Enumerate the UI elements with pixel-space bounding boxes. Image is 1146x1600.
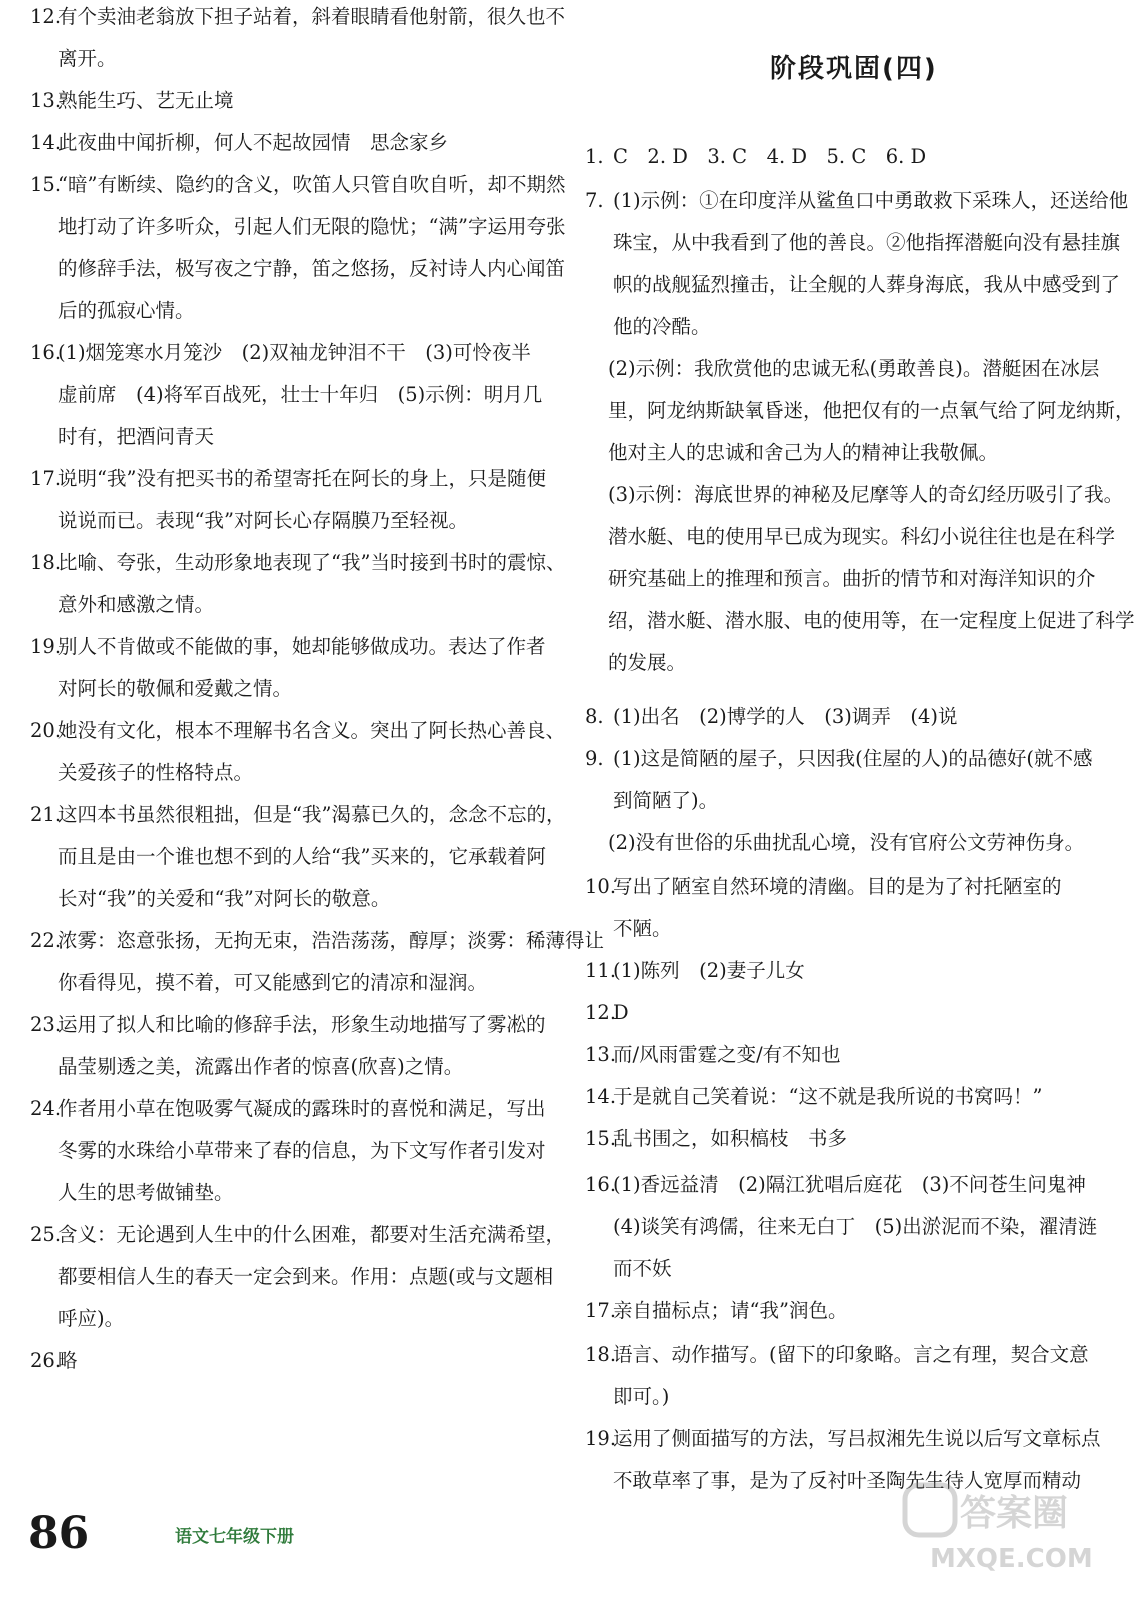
answer-line: 比喻、夸张，生动形象地表现了“我”当时接到书时的震惊、	[58, 551, 566, 574]
answer-line: 含义：无论遇到人生中的什么困难，都要对生活充满希望，	[58, 1223, 566, 1246]
answer-number: 12.	[585, 1001, 617, 1024]
answer-number: 17.	[30, 467, 62, 490]
answer-number: 24.	[30, 1097, 62, 1120]
answer-line: 他的冷酷。	[613, 315, 711, 338]
answer-line: 运用了拟人和比喻的修辞手法，形象生动地描写了雾凇的	[58, 1013, 546, 1036]
answer-item	[30, 1088, 560, 1214]
section-title: 阶段巩固(四)	[770, 54, 938, 84]
answer-line: 此夜曲中闻折柳，何人不起故园情 思念家乡	[58, 131, 449, 154]
answer-line: 而不妖	[613, 1257, 672, 1280]
book-title: 语文七年级下册	[175, 1527, 294, 1547]
answer-item	[30, 332, 560, 458]
answer-line: 即可。)	[613, 1385, 670, 1408]
answer-line: 不敢草率了事，是为了反衬叶圣陶先生待人宽厚而精动	[613, 1469, 1082, 1492]
answer-line: 研究基础上的推理和预言。曲折的情节和对海洋知识的介	[608, 567, 1096, 590]
answer-item	[30, 458, 560, 542]
answer-line: (1)这是简陋的屋子，只因我(住屋的人)的品德好(就不感	[613, 747, 1093, 770]
answer-line: 她没有文化，根本不理解书名含义。突出了阿长热心善良、	[58, 719, 566, 742]
answer-item	[585, 180, 1129, 348]
answer-line: 亲自描标点；请“我”润色。	[613, 1299, 848, 1322]
answer-line: 说明“我”没有把买书的希望寄托在阿长的身上，只是随便	[58, 467, 546, 490]
answer-item	[30, 794, 566, 920]
answer-item	[585, 696, 1120, 738]
answer-number: 13.	[30, 89, 62, 112]
answer-item	[30, 1214, 566, 1340]
answer-number: 1.	[585, 145, 604, 168]
watermark-text-2: MXQE.COM	[930, 1544, 1093, 1574]
answer-number: 9.	[585, 747, 604, 770]
answer-number: 12.	[30, 5, 62, 28]
answer-line: 长对“我”的关爱和“我”对阿长的敬意。	[58, 887, 391, 910]
answer-item	[30, 1004, 560, 1088]
answer-line: 珠宝，从中我看到了他的善良。②他指挥潜艇向没有悬挂旗	[613, 231, 1121, 254]
answer-line: 这四本书虽然很粗拙，但是“我”渴慕已久的，念念不忘的，	[58, 803, 566, 826]
answer-line: 里，阿龙纳斯缺氧昏迷，他把仅有的一点氧气给了阿龙纳斯，	[608, 399, 1135, 422]
answer-item	[585, 822, 1120, 864]
answer-line: (2)示例：我欣赏他的忠诚无私(勇敢善良)。潜艇困在冰层	[608, 357, 1100, 380]
answer-number: 11.	[585, 959, 617, 982]
answer-line: 都要相信人生的春天一定会到来。作用：点题(或与文题相	[58, 1265, 554, 1288]
answer-line: 时有，把酒问青天	[58, 425, 215, 448]
answer-line: 运用了侧面描写的方法，写吕叔湘先生说以后写文章标点	[613, 1427, 1101, 1450]
answer-number: 13.	[585, 1043, 617, 1066]
answer-item	[585, 348, 1135, 474]
answer-number: 25.	[30, 1223, 62, 1246]
answer-item	[585, 950, 1120, 992]
answer-line: 冬雾的水珠给小草带来了春的信息，为下文写作者引发对	[58, 1139, 546, 1162]
answer-number: 22.	[30, 929, 62, 952]
answer-item	[30, 122, 560, 164]
answer-line: (2)没有世俗的乐曲扰乱心境，没有官府公文劳神伤身。	[608, 831, 1085, 854]
answer-line: 语言、动作描写。(留下的印象略。言之有理，契合文意	[613, 1343, 1089, 1366]
answer-line: 略	[58, 1349, 78, 1372]
answer-line: (1)香远益清 (2)隔江犹唱后庭花 (3)不问苍生问鬼神	[613, 1173, 1086, 1196]
watermark-logo	[900, 1475, 1120, 1575]
answer-item	[585, 136, 1120, 178]
answer-number: 19.	[585, 1427, 617, 1450]
answer-number: 21.	[30, 803, 62, 826]
answer-line: 晶莹剔透之美，流露出作者的惊喜(欣喜)之情。	[58, 1055, 464, 1078]
answer-line: 不陋。	[613, 917, 672, 940]
answer-number: 16.	[30, 341, 62, 364]
answer-line: 他对主人的忠诚和舍己为人的精神让我敬佩。	[608, 441, 999, 464]
answer-item	[585, 1076, 1120, 1118]
answer-line: (1)出名 (2)博学的人 (3)调弄 (4)说	[613, 705, 958, 728]
answer-item	[585, 1034, 1120, 1076]
page-number: 86	[28, 1508, 90, 1559]
answer-line: 虚前席 (4)将军百战死，壮士十年归 (5)示例：明月几	[58, 383, 543, 406]
answer-line: 写出了陋室自然环境的清幽。目的是为了衬托陋室的	[613, 875, 1062, 898]
answer-item	[30, 0, 566, 80]
answer-line: 有个卖油老翁放下担子站着，斜着眼睛看他射箭，很久也不	[58, 5, 566, 28]
answer-number: 16.	[585, 1173, 617, 1196]
answer-item	[30, 626, 560, 710]
answer-line: C 2. D 3. C 4. D 5. C 6. D	[613, 145, 927, 168]
answer-line: 地打动了许多听众，引起人们无限的隐忧；“满”字运用夸张	[58, 215, 566, 238]
answer-item	[585, 1118, 1120, 1160]
answer-line: 意外和感激之情。	[58, 593, 215, 616]
answer-line: (4)谈笑有鸿儒，往来无白丁 (5)出淤泥而不染，濯清涟	[613, 1215, 1098, 1238]
answer-line: 关爱孩子的性格特点。	[58, 761, 254, 784]
answer-line: (1)烟笼寒水月笼沙 (2)双袖龙钟泪不干 (3)可怜夜半	[58, 341, 531, 364]
answer-line: 绍，潜水艇、潜水服、电的使用等，在一定程度上促进了科学	[608, 609, 1135, 632]
answer-line: 作者用小草在饱吸雾气凝成的露珠时的喜悦和满足，写出	[58, 1097, 546, 1120]
answer-item	[585, 1334, 1120, 1418]
answer-item	[30, 710, 566, 794]
answer-number: 23.	[30, 1013, 62, 1036]
answer-line: 而且是由一个谁也想不到的人给“我”买来的，它承载着阿	[58, 845, 546, 868]
answer-number: 8.	[585, 705, 604, 728]
answer-line: 于是就自己笑着说：“这不就是我所说的书窝吗！”	[613, 1085, 1043, 1108]
answer-item	[30, 1340, 560, 1382]
answer-line: 后的孤寂心情。	[58, 299, 195, 322]
answer-line: (1)陈列 (2)妻子儿女	[613, 959, 805, 982]
answer-line: 说说而已。表现“我”对阿长心存隔膜乃至轻视。	[58, 509, 468, 532]
answer-number: 10.	[585, 875, 617, 898]
answer-item	[585, 474, 1135, 684]
answer-item	[30, 80, 560, 122]
answer-line: 熟能生巧、艺无止境	[58, 89, 234, 112]
answer-line: 离开。	[58, 47, 117, 70]
answer-number: 15.	[585, 1127, 617, 1150]
answer-number: 17.	[585, 1299, 617, 1322]
answer-item	[585, 1164, 1120, 1290]
answer-number: 14.	[30, 131, 62, 154]
answer-line: D	[613, 1001, 629, 1024]
watermark-text-1: 答案圈	[960, 1493, 1069, 1534]
answer-number: 19.	[30, 635, 62, 658]
answer-line: 呼应)。	[58, 1307, 125, 1330]
answer-line: 的修辞手法，极写夜之宁静，笛之悠扬，反衬诗人内心闻笛	[58, 257, 566, 280]
answer-line: 对阿长的敬佩和爱戴之情。	[58, 677, 293, 700]
answer-line: 到简陋了)。	[613, 789, 719, 812]
answer-line: 潜水艇、电的使用早已成为现实。科幻小说往往也是在科学	[608, 525, 1116, 548]
answer-number: 18.	[585, 1343, 617, 1366]
answer-line: 你看得见，摸不着，可又能感到它的清凉和湿润。	[58, 971, 488, 994]
answer-line: 别人不肯做或不能做的事，她却能够做成功。表达了作者	[58, 635, 546, 658]
answer-line: (1)示例：①在印度洋从鲨鱼口中勇敢救下采珠人，还送给他	[613, 189, 1129, 212]
answer-item	[30, 164, 566, 332]
answer-line: 浓雾：恣意张扬，无拘无束，浩浩荡荡，醇厚；淡雾：稀薄得让	[58, 929, 605, 952]
answer-line: “暗”有断续、隐约的含义，吹笛人只管自吹自听，却不期然	[58, 173, 566, 196]
answer-line: 乱书围之，如积槁枝 书多	[613, 1127, 848, 1150]
answer-number: 26.	[30, 1349, 62, 1372]
answer-item	[30, 542, 566, 626]
answer-line: 的发展。	[608, 651, 687, 674]
answer-item	[585, 992, 1120, 1034]
answer-number: 7.	[585, 189, 604, 212]
answer-item	[585, 1290, 1120, 1332]
answer-line: 而/风雨雷霆之变/有不知也	[613, 1043, 841, 1066]
answer-line: (3)示例：海底世界的神秘及尼摩等人的奇幻经历吸引了我。	[608, 483, 1124, 506]
answer-item	[585, 866, 1120, 950]
answer-number: 18.	[30, 551, 62, 574]
answer-number: 20.	[30, 719, 62, 742]
answer-number: 15.	[30, 173, 62, 196]
answer-line: 人生的思考做铺垫。	[58, 1181, 234, 1204]
answer-line: 帜的战舰猛烈撞击，让全舰的人葬身海底，我从中感受到了	[613, 273, 1121, 296]
answer-item	[585, 738, 1120, 822]
answer-number: 14.	[585, 1085, 617, 1108]
